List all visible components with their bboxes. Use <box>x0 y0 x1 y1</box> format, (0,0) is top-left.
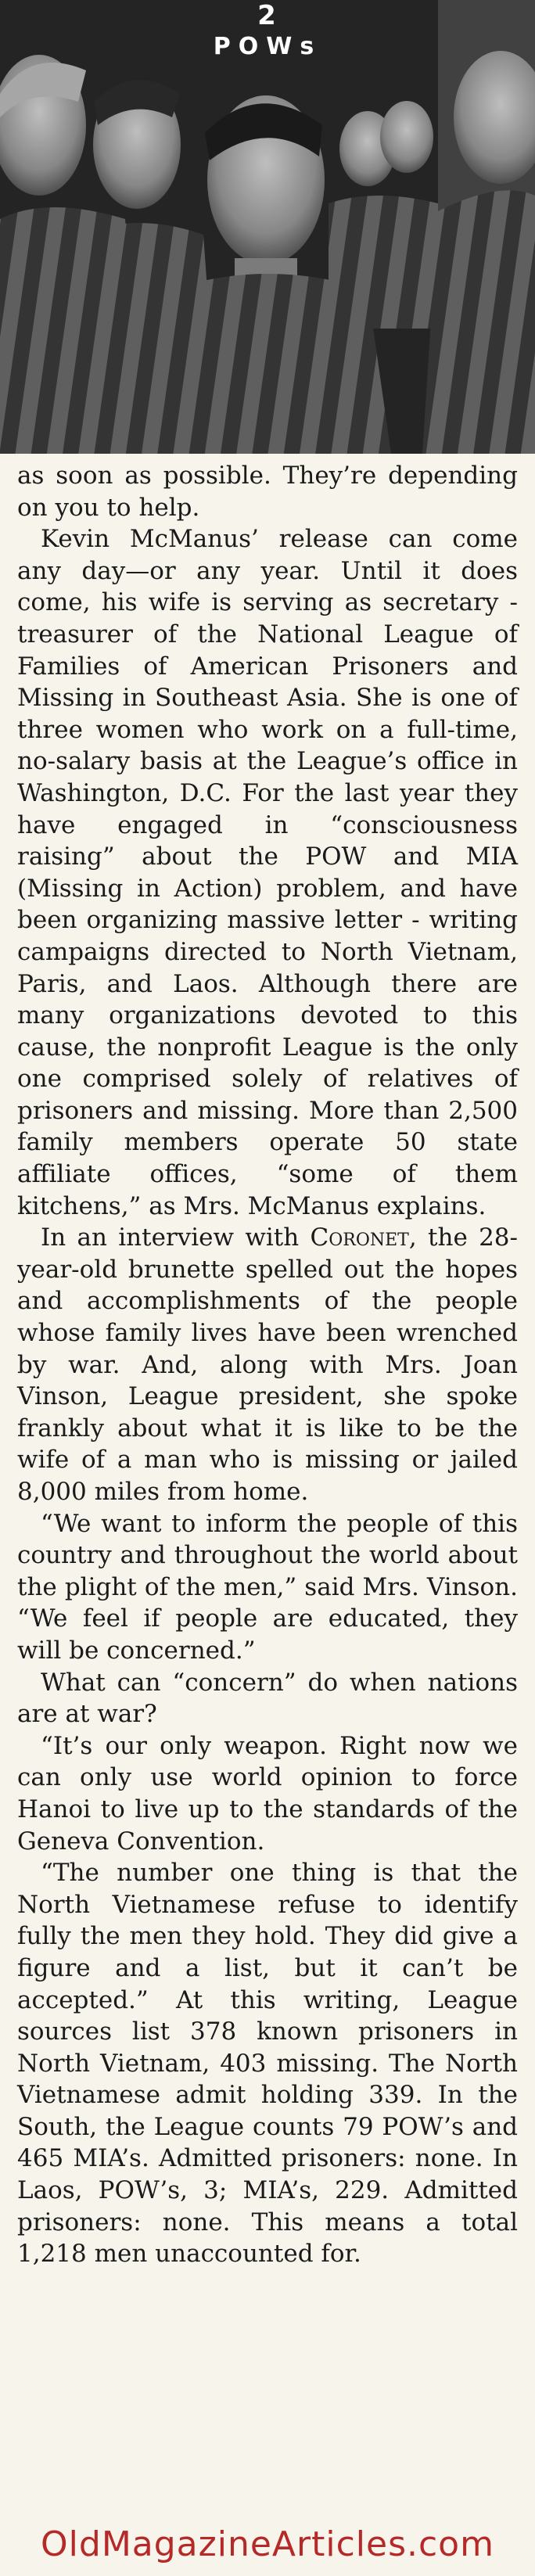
paragraph-5: What can “concern” do when nations are at war? <box>17 1668 518 1729</box>
section-title: POWs <box>213 33 322 60</box>
pow-group-photo-illustration <box>0 0 535 454</box>
paragraph-3 <box>17 1222 518 1507</box>
site-footer[interactable]: OldMagazineArticles.com <box>41 2524 494 2564</box>
page-number: 2 <box>257 0 278 31</box>
paragraph-7: “The number one thing is that the North Vietnamese refuse to identify fully the men they hold. They did give a figure and a list, but it can’t be accepted.” At this writing, League sources list 378 known prisoners in North Vietnam, 403 missing. The North Vietnamese admit holding 339. In the South, the League counts 79 POW’s and 465 MIA’s. Admitted prisoners: none. In Laos, POW’s, 3; MIA’s, 229. Admitted prisoners: none. This means a total 1,218 men unaccounted for. <box>17 1859 518 2269</box>
paragraph-1: as soon as possible. They’re depending on you to help. <box>17 462 518 522</box>
paragraph-2: Kevin McManus’ release can come any day—or any year. Until it does come, his wife is serving as secretary - treasurer of the National League of Families of American Prisoners and Missing in Southeast Asia. She is one of three women who work on a full-time, no-salary basis at the League’s office in Washington, D.C. For the last year they have engaged in “consciousness raising” about the POW and MIA (Missing in Action) problem, and have been organizing massive letter - writing campaigns directed to North Vietnam, Paris, and Laos. Although there are many organizations devoted to this cause, the nonprofit League is the only one comprised solely of relatives of prisoners and missing. More than 2,500 family members operate 50 state affiliate offices, “some of them kitchens,” as Mrs. McManus explains. <box>17 525 518 1220</box>
paragraph-3-text: the 28-year-old brunette spelled out the hopes and accomplishments of the people whose family lives have been wrenched by war. And, along with Mrs. Joan Vinson, League president, she spoke frankly about what it is like to be the wife of a man who is missing or jailed 8,000 miles from home. <box>17 1223 518 1506</box>
paragraph-4: “We want to inform the people of this country and throughout the world about the plight of the men,” said Mrs. Vinson. “We feel if people are educated, they will be concerned.” <box>17 1509 518 1665</box>
paragraph-6: “It’s our only weapon. Right now we can only use world opinion to force Hanoi to live up to the standards of the Geneva Convention. <box>17 1731 518 1856</box>
pow-group-photo <box>0 0 535 454</box>
interview-comma: , <box>408 1223 417 1252</box>
magazine-name: Coronet <box>310 1223 409 1252</box>
interview-lead: In an interview with <box>41 1223 311 1252</box>
article-body <box>17 460 518 2270</box>
